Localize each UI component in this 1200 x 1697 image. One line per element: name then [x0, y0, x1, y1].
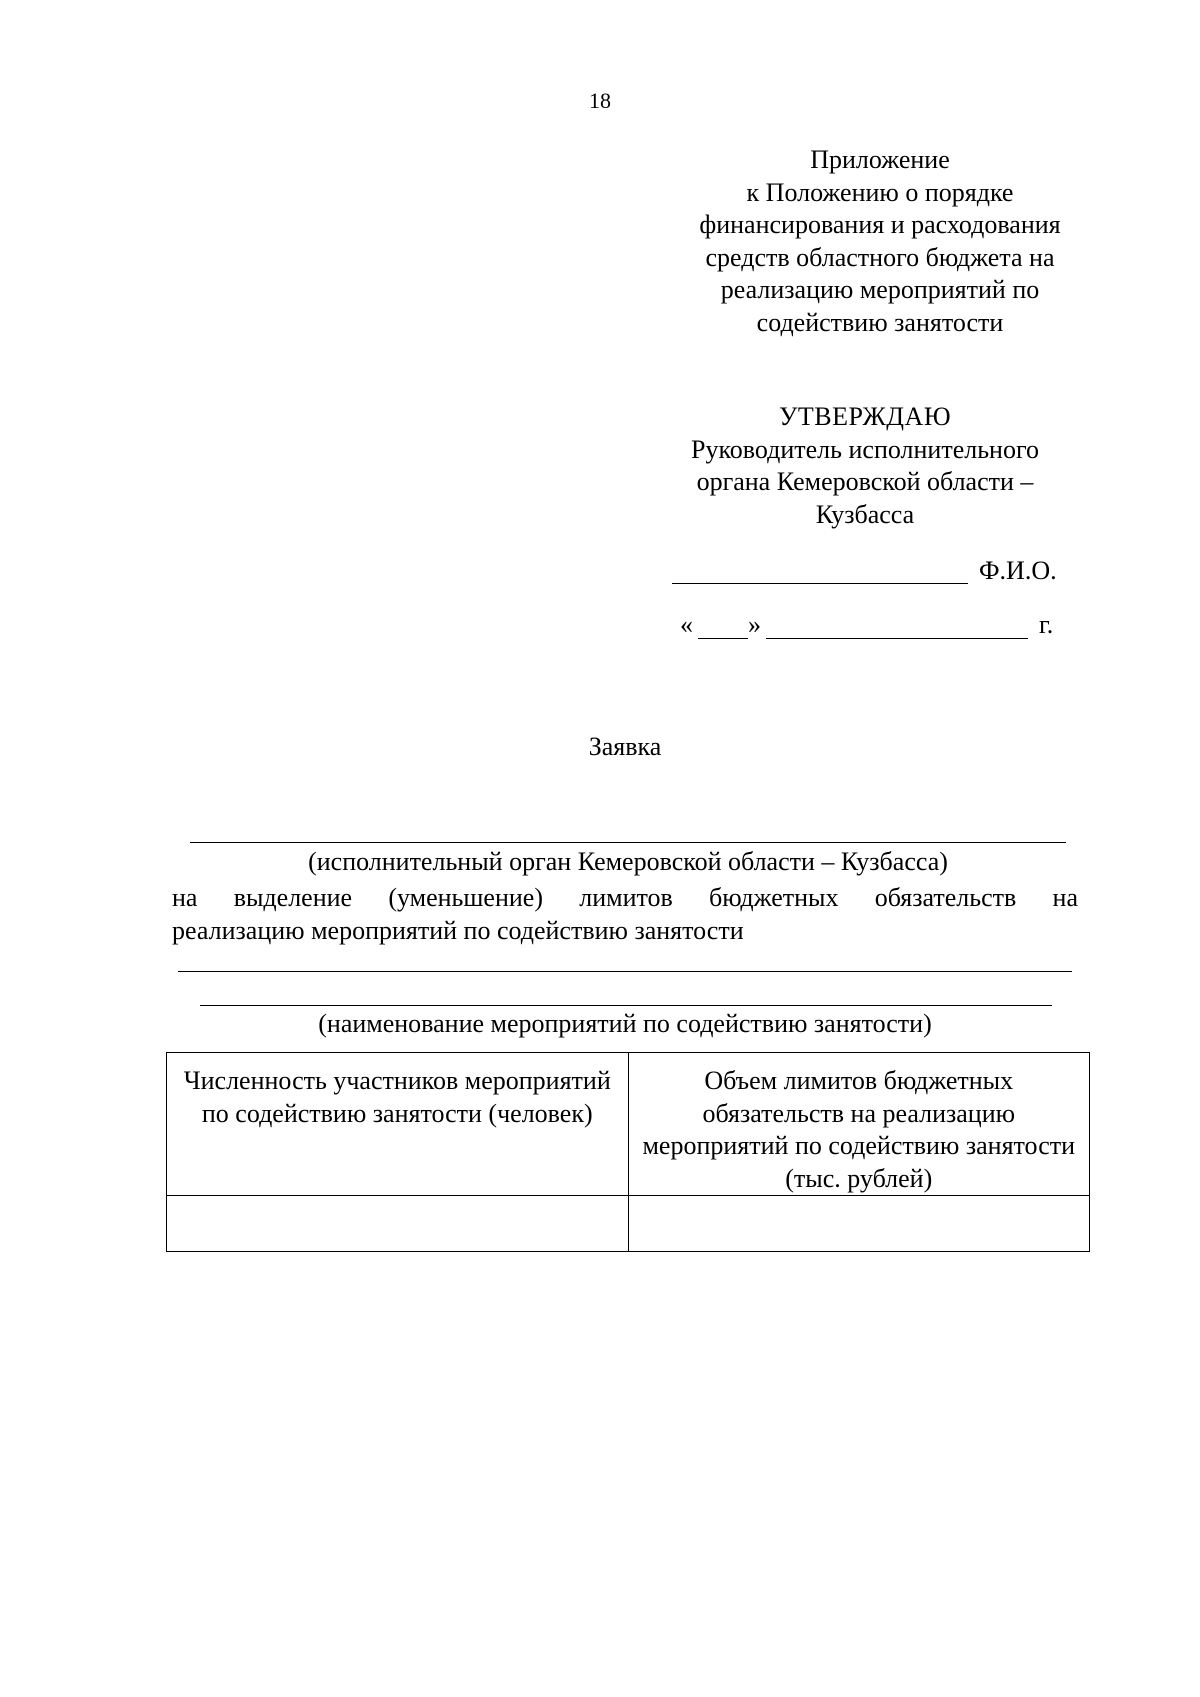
date-day-blank[interactable] [698, 638, 748, 639]
date-close-quote: » [748, 610, 761, 639]
approval-line: Руководитель исполнительного [691, 434, 1039, 464]
signature-row [672, 556, 1072, 592]
table-header-row [167, 1053, 1090, 1196]
approval-title: УТВЕРЖДАЮ [778, 402, 952, 431]
approval-line: Кузбасса [815, 499, 915, 529]
document-title: Заявка [588, 732, 662, 761]
table-cell-limits[interactable] [628, 1196, 1090, 1252]
event-caption: (наименование мероприятий по содействию занятости) [318, 1009, 932, 1038]
limits-table [166, 1052, 1090, 1252]
appendix-line: Приложение [810, 145, 950, 174]
appendix-line: средств областного бюджета на [705, 242, 1055, 272]
appendix-line: содействию занятости [756, 307, 1004, 337]
signature-fio-label: Ф.И.О. [979, 556, 1057, 585]
purpose-line-1: на выделение (уменьшение) лимитов бюджетных обязательств на [172, 883, 1078, 912]
approval-block [655, 401, 1075, 531]
signature-blank-line[interactable] [672, 583, 968, 584]
table-row [167, 1196, 1090, 1252]
table-cell-participants[interactable] [167, 1196, 629, 1252]
event-blank-line-2[interactable] [200, 1005, 1052, 1006]
org-blank-line[interactable] [190, 842, 1066, 843]
date-open-quote: « [680, 610, 693, 639]
date-month-blank[interactable] [766, 638, 1028, 639]
org-caption: (исполнительный орган Кемеровской области – Кузбасса) [308, 847, 948, 876]
date-year-suffix: г. [1039, 610, 1054, 639]
appendix-header [655, 144, 1105, 339]
purpose-text [172, 882, 1078, 947]
appendix-line: финансирования и расходования [699, 210, 1061, 239]
approval-line: органа Кемеровской области – [696, 467, 1034, 496]
purpose-line-2: реализацию мероприятий по содействию занятости [172, 915, 744, 945]
appendix-line: к Положению о порядке [746, 177, 1014, 207]
date-row [680, 610, 1080, 646]
page-number: 18 [589, 88, 611, 113]
table-header-participants: Численность участников мероприятий по содействию занятости (человек) [167, 1053, 629, 1196]
appendix-line: реализацию мероприятий по [720, 275, 1040, 304]
event-blank-line-1[interactable] [178, 971, 1072, 972]
table-header-limits: Объем лимитов бюджетных обязательств на реализацию мероприятий по содействию занятости (тыс. рублей) [628, 1053, 1090, 1196]
